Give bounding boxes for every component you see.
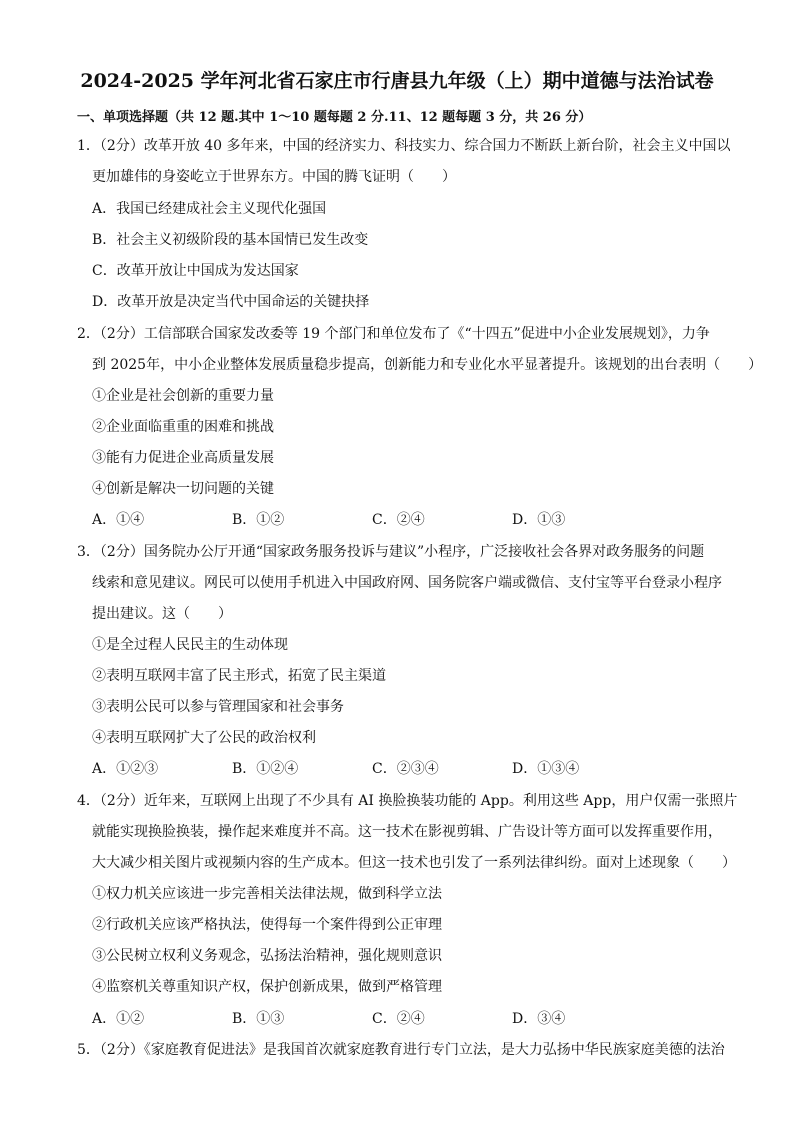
question-3-stem-line-1: 3．（2分）国务院办公厅开通“国家政务服务投诉与建议”小程序，广泛接收社会各界对政务服务的问题 [77,544,705,560]
question-3-choice-d: D．①③④ [512,761,580,777]
page-title: 2024-2025 学年河北省石家庄市行唐县九年级（上）期中道德与法治试卷 [80,70,714,92]
question-2-statement-3: ③能有力促进企业高质量发展 [92,450,274,466]
question-4-choice-d: D．③④ [512,1011,566,1027]
question-1-option-b: B．社会主义初级阶段的基本国情已发生改变 [92,232,369,248]
question-2-choice-a: A．①④ [92,512,145,528]
question-4-choice-b: B．①③ [232,1011,285,1027]
section-heading: 一、单项选择题（共 12 题.其中 1～10 题每题 2 分.11、12 题每题 3 分，共 26 分） [77,110,592,125]
question-4-stem-line-2: 就能实现换脸换装，操作起来难度并不高。这一技术在影视剪辑、广告设计等方面可以发挥重要作用， [92,824,722,840]
question-4-choice-c: C．②④ [372,1011,425,1027]
question-3-choice-c: C．②③④ [372,761,439,777]
question-1-option-a: A．我国已经建成社会主义现代化强国 [92,201,327,217]
question-4-statement-1: ①权力机关应该进一步完善相关法律法规，做到科学立法 [92,886,442,902]
question-2-statement-1: ①企业是社会创新的重要力量 [92,388,274,404]
question-3-stem-line-2: 线索和意见建议。网民可以使用手机进入中国政府网、国务院客户端或微信、支付宝等平台登录小程序 [92,575,722,591]
question-3-statement-1: ①是全过程人民民主的生动体现 [92,637,288,653]
question-1-option-d: D．改革开放是决定当代中国命运的关键抉择 [92,294,370,310]
question-4-statement-3: ③公民树立权利义务观念，弘扬法治精神，强化规则意识 [92,948,442,964]
question-4-statement-4: ④监察机关尊重知识产权，保护创新成果，做到严格管理 [92,979,442,995]
question-2-stem-line-2: 到 2025年，中小企业整体发展质量稳步提高，创新能力和专业化水平显著提升。该规划的出台表明（ ） [92,357,763,373]
question-3-stem-line-3: 提出建议。这（ ） [92,606,232,622]
question-2-choice-c: C．②④ [372,512,425,528]
question-2-stem-line-1: 2．（2分）工信部联合国家发改委等 19 个部门和单位发布了《“十四五”促进中小企业发展规划》，力争 [77,326,710,342]
question-1-stem-line-2: 更加雄伟的身姿屹立于世界东方。中国的腾飞证明（ ） [92,169,456,185]
question-2-choice-b: B．①② [232,512,285,528]
question-2-choice-d: D．①③ [512,512,566,528]
question-3-statement-2: ②表明互联网丰富了民主形式，拓宽了民主渠道 [92,668,386,684]
question-1-option-c: C．改革开放让中国成为发达国家 [92,263,299,279]
question-3-choice-b: B．①②④ [232,761,299,777]
question-1-stem-line-1: 1．（2分）改革开放 40 多年来，中国的经济实力、科技实力、综合国力不断跃上新台阶，社会主义中国以 [77,138,731,154]
question-2-statement-4: ④创新是解决一切问题的关键 [92,481,274,497]
question-4-stem-line-3: 大大减少相关图片或视频内容的生产成本。但这一技术也引发了一系列法律纠纷。面对上述现象（ ） [92,855,736,871]
question-3-choice-a: A．①②③ [92,761,159,777]
question-4-choice-a: A．①② [92,1011,145,1027]
question-4-stem-line-1: 4．（2分）近年来，互联网上出现了不少具有 AI 换脸换装功能的 App。利用这些 App，用户仅需一张照片 [77,793,738,809]
question-3-statement-3: ③表明公民可以参与管理国家和社会事务 [92,699,344,715]
question-4-statement-2: ②行政机关应该严格执法，使得每一个案件得到公正审理 [92,917,442,933]
question-3-statement-4: ④表明互联网扩大了公民的政治权利 [92,730,316,746]
question-2-statement-2: ②企业面临重重的困难和挑战 [92,419,274,435]
question-5-stem-line-1: 5．（2分）《家庭教育促进法》是我国首次就家庭教育进行专门立法，是大力弘扬中华民族家庭美德的法治 [77,1042,725,1058]
